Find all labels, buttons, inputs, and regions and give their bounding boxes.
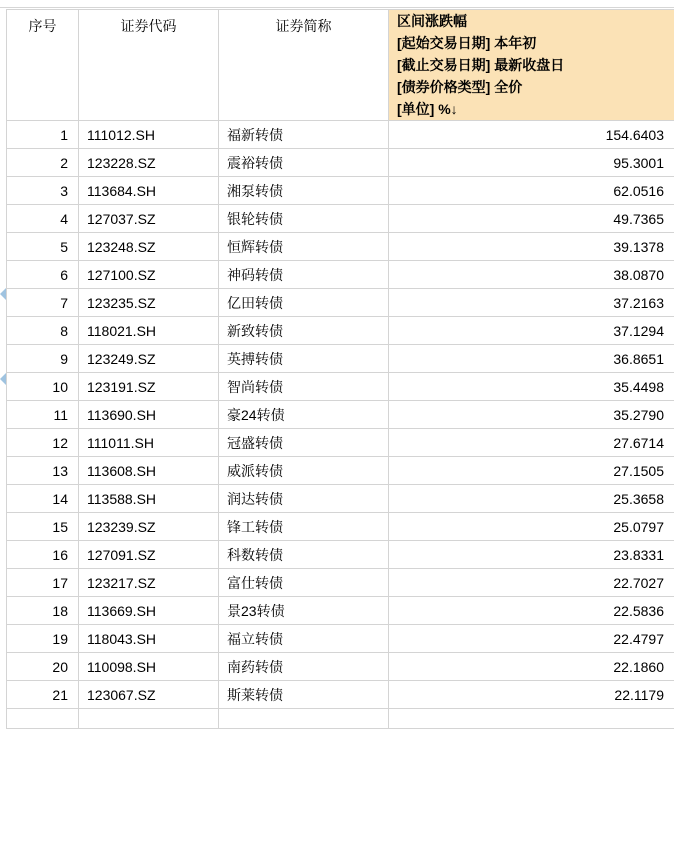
cell-security-name[interactable]: 亿田转债 bbox=[219, 289, 389, 317]
table-row[interactable] bbox=[7, 121, 674, 149]
cell-index[interactable]: 6 bbox=[7, 261, 79, 289]
cell-index[interactable]: 5 bbox=[7, 233, 79, 261]
cell-security-code[interactable]: 123235.SZ bbox=[79, 289, 219, 317]
header-line-unit: [单位] %↓ bbox=[397, 101, 458, 117]
cell-change-rate[interactable]: 154.6403 bbox=[389, 121, 674, 149]
cell-security-code[interactable]: 123191.SZ bbox=[79, 373, 219, 401]
cell-security-code[interactable]: 127100.SZ bbox=[79, 261, 219, 289]
cell-index[interactable]: 15 bbox=[7, 513, 79, 541]
cell-change-rate[interactable]: 25.0797 bbox=[389, 513, 674, 541]
cell-change-rate[interactable]: 25.3658 bbox=[389, 485, 674, 513]
cell-blank[interactable] bbox=[219, 709, 389, 729]
table-row[interactable] bbox=[7, 625, 674, 653]
table-row-blank[interactable] bbox=[7, 709, 674, 729]
cell-change-rate[interactable]: 62.0516 bbox=[389, 177, 674, 205]
cell-change-rate[interactable]: 36.8651 bbox=[389, 345, 674, 373]
cell-security-name[interactable]: 湘泵转债 bbox=[219, 177, 389, 205]
cell-security-name[interactable]: 冠盛转债 bbox=[219, 429, 389, 457]
cell-index[interactable]: 17 bbox=[7, 569, 79, 597]
header-line-start-date: [起始交易日期] 本年初 bbox=[397, 35, 537, 51]
cell-security-code[interactable]: 113588.SH bbox=[79, 485, 219, 513]
cell-change-rate[interactable]: 39.1378 bbox=[389, 233, 674, 261]
table-row[interactable] bbox=[7, 149, 674, 177]
table-row[interactable] bbox=[7, 429, 674, 457]
cell-index[interactable]: 12 bbox=[7, 429, 79, 457]
table-row[interactable] bbox=[7, 485, 674, 513]
table-row[interactable] bbox=[7, 261, 674, 289]
cell-index[interactable]: 9 bbox=[7, 345, 79, 373]
table-row[interactable] bbox=[7, 597, 674, 625]
table-row[interactable] bbox=[7, 345, 674, 373]
cell-security-code[interactable]: 113669.SH bbox=[79, 597, 219, 625]
cell-index[interactable]: 2 bbox=[7, 149, 79, 177]
data-table bbox=[6, 9, 674, 729]
cell-security-name[interactable]: 润达转债 bbox=[219, 485, 389, 513]
cell-security-name[interactable]: 斯莱转债 bbox=[219, 681, 389, 709]
cell-change-rate[interactable]: 37.2163 bbox=[389, 289, 674, 317]
cell-security-name[interactable]: 新致转债 bbox=[219, 317, 389, 345]
cell-security-code[interactable]: 127037.SZ bbox=[79, 205, 219, 233]
cell-change-rate[interactable]: 27.1505 bbox=[389, 457, 674, 485]
column-header-index[interactable]: 序号 bbox=[7, 10, 79, 121]
cell-index[interactable]: 4 bbox=[7, 205, 79, 233]
cell-security-code[interactable]: 127091.SZ bbox=[79, 541, 219, 569]
table-row[interactable] bbox=[7, 317, 674, 345]
cell-security-name[interactable]: 南药转债 bbox=[219, 653, 389, 681]
cell-security-name[interactable]: 福立转债 bbox=[219, 625, 389, 653]
cell-change-rate[interactable]: 49.7365 bbox=[389, 205, 674, 233]
cell-change-rate[interactable]: 22.7027 bbox=[389, 569, 674, 597]
cell-index[interactable]: 14 bbox=[7, 485, 79, 513]
cell-index[interactable]: 18 bbox=[7, 597, 79, 625]
cell-security-code[interactable]: 111012.SH bbox=[79, 121, 219, 149]
cell-change-rate[interactable]: 23.8331 bbox=[389, 541, 674, 569]
table-row[interactable] bbox=[7, 373, 674, 401]
cell-security-name[interactable]: 科数转债 bbox=[219, 541, 389, 569]
header-row bbox=[7, 10, 674, 121]
cell-security-name[interactable]: 英搏转债 bbox=[219, 345, 389, 373]
cell-security-name[interactable]: 锋工转债 bbox=[219, 513, 389, 541]
cell-security-code[interactable]: 123248.SZ bbox=[79, 233, 219, 261]
cell-change-rate[interactable]: 35.4498 bbox=[389, 373, 674, 401]
table-row[interactable] bbox=[7, 457, 674, 485]
table-row[interactable] bbox=[7, 177, 674, 205]
cell-security-name[interactable]: 神码转债 bbox=[219, 261, 389, 289]
table-header bbox=[7, 10, 674, 121]
cell-index[interactable]: 11 bbox=[7, 401, 79, 429]
cell-change-rate[interactable]: 35.2790 bbox=[389, 401, 674, 429]
cell-index[interactable]: 16 bbox=[7, 541, 79, 569]
cell-security-name[interactable]: 震裕转债 bbox=[219, 149, 389, 177]
table-row[interactable] bbox=[7, 513, 674, 541]
cell-index[interactable]: 1 bbox=[7, 121, 79, 149]
table-row[interactable] bbox=[7, 205, 674, 233]
table-row[interactable] bbox=[7, 289, 674, 317]
cell-security-name[interactable]: 富仕转债 bbox=[219, 569, 389, 597]
cell-change-rate[interactable]: 22.5836 bbox=[389, 597, 674, 625]
cell-security-code[interactable]: 123239.SZ bbox=[79, 513, 219, 541]
cell-index[interactable]: 19 bbox=[7, 625, 79, 653]
header-line-price-type: [债券价格类型] 全价 bbox=[397, 79, 523, 95]
cell-security-name[interactable]: 银轮转债 bbox=[219, 205, 389, 233]
frozen-pane-top-strip bbox=[0, 0, 674, 8]
cell-security-name[interactable]: 恒辉转债 bbox=[219, 233, 389, 261]
cell-security-code[interactable]: 123067.SZ bbox=[79, 681, 219, 709]
cell-index[interactable]: 13 bbox=[7, 457, 79, 485]
column-header-name[interactable]: 证券简称 bbox=[219, 10, 389, 121]
cell-index[interactable]: 8 bbox=[7, 317, 79, 345]
cell-blank[interactable] bbox=[7, 709, 79, 729]
cell-security-code[interactable]: 118021.SH bbox=[79, 317, 219, 345]
cell-security-name[interactable]: 福新转债 bbox=[219, 121, 389, 149]
table-row[interactable] bbox=[7, 541, 674, 569]
cell-security-code[interactable]: 111011.SH bbox=[79, 429, 219, 457]
cell-security-code[interactable]: 110098.SH bbox=[79, 653, 219, 681]
cell-index[interactable]: 20 bbox=[7, 653, 79, 681]
cell-change-rate[interactable]: 37.1294 bbox=[389, 317, 674, 345]
cell-index[interactable]: 7 bbox=[7, 289, 79, 317]
table-row[interactable] bbox=[7, 233, 674, 261]
cell-change-rate[interactable]: 95.3001 bbox=[389, 149, 674, 177]
cell-security-code[interactable]: 113690.SH bbox=[79, 401, 219, 429]
cell-security-code[interactable]: 113684.SH bbox=[79, 177, 219, 205]
cell-security-code[interactable]: 123228.SZ bbox=[79, 149, 219, 177]
cell-change-rate[interactable]: 22.4797 bbox=[389, 625, 674, 653]
table-row[interactable] bbox=[7, 569, 674, 597]
cell-blank[interactable] bbox=[389, 709, 674, 729]
cell-change-rate[interactable]: 27.6714 bbox=[389, 429, 674, 457]
table-row[interactable] bbox=[7, 681, 674, 709]
cell-change-rate[interactable]: 22.1860 bbox=[389, 653, 674, 681]
cell-security-code[interactable]: 123217.SZ bbox=[79, 569, 219, 597]
cell-security-name[interactable]: 豪24转债 bbox=[219, 401, 389, 429]
cell-change-rate[interactable]: 22.1179 bbox=[389, 681, 674, 709]
table-row[interactable] bbox=[7, 653, 674, 681]
cell-security-name[interactable]: 景23转债 bbox=[219, 597, 389, 625]
column-header-change-rate[interactable] bbox=[389, 10, 674, 121]
cell-index[interactable]: 21 bbox=[7, 681, 79, 709]
header-line-title: 区间涨跌幅 bbox=[397, 13, 467, 29]
cell-index[interactable]: 10 bbox=[7, 373, 79, 401]
cell-security-code[interactable]: 113608.SH bbox=[79, 457, 219, 485]
cell-security-code[interactable]: 118043.SH bbox=[79, 625, 219, 653]
cell-security-name[interactable]: 智尚转债 bbox=[219, 373, 389, 401]
table-row[interactable] bbox=[7, 401, 674, 429]
column-header-code[interactable]: 证券代码 bbox=[79, 10, 219, 121]
cell-security-name[interactable]: 威派转债 bbox=[219, 457, 389, 485]
cell-change-rate[interactable]: 38.0870 bbox=[389, 261, 674, 289]
cell-index[interactable]: 3 bbox=[7, 177, 79, 205]
cell-blank[interactable] bbox=[79, 709, 219, 729]
table-body bbox=[7, 121, 674, 729]
header-line-end-date: [截止交易日期] 最新收盘日 bbox=[397, 57, 565, 73]
cell-security-code[interactable]: 123249.SZ bbox=[79, 345, 219, 373]
